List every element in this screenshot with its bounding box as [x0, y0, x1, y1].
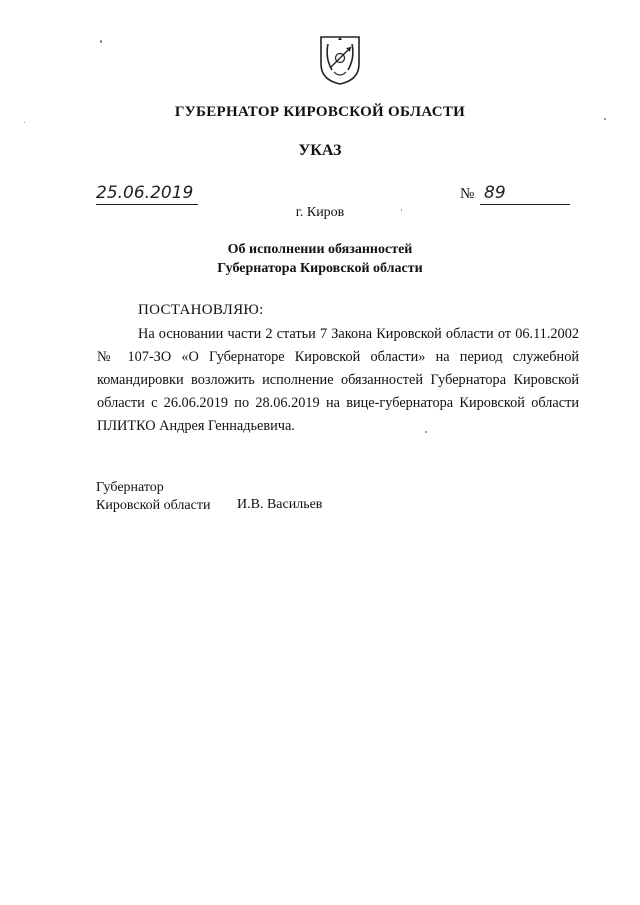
position-line-2: Кировской области [96, 498, 211, 513]
document-type: УКАЗ [298, 142, 342, 159]
document-subject [0, 240, 640, 278]
decree-paragraph: На основании части 2 статьи 7 Закона Кировской области от 06.11.2002 № 107-ЗО «О Губернаторе Кировской области» на период служебной командировки возложить исполнение обязанностей Губернатора Кировской области с 26.06.2019 по 28.06.2019 на вице-губернатора Кировской области ПЛИТКО Андрея Геннадьевича. [97, 326, 579, 434]
scan-speck [401, 209, 402, 211]
scan-speck [24, 122, 25, 123]
number-label: № [460, 186, 475, 202]
scan-speck [604, 118, 606, 120]
issuing-authority: ГУБЕРНАТОР КИРОВСКОЙ ОБЛАСТИ [174, 104, 466, 120]
subject-line-2: Губернатора Кировской области [217, 261, 423, 276]
document-number: 89 [484, 183, 506, 203]
city: г. Киров [295, 205, 345, 220]
subject-line-1: Об исполнении обязанностей [227, 242, 413, 257]
decree-word: ПОСТАНОВЛЯЮ: [138, 302, 264, 318]
scan-speck [425, 431, 427, 433]
document-date: 25.06.2019 [96, 183, 194, 203]
signatory-position [96, 479, 210, 515]
position-line-1: Губернатор [96, 480, 164, 495]
scan-speck [100, 40, 102, 43]
kirov-oblast-coat-of-arms-icon [318, 34, 362, 86]
signatory-name: И.В. Васильев [237, 497, 323, 512]
